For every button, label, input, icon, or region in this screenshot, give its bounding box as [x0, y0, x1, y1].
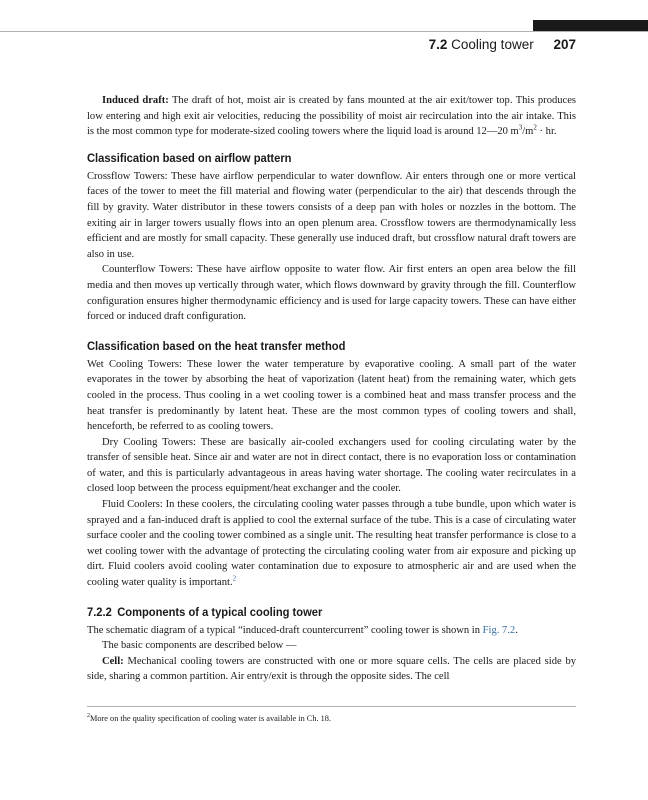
fluid-coolers-text: Fluid Coolers: In these coolers, the circulating cooling water passes through a tube bundle, upon which water is sprayed and a fan-induced draft is applied to cool the external surface of the tube. This is a case of circulating water surface cooler and the cooling tower combined as a single unit. The resulting heat transfer performance is close to a wet cooling tower with the advantage of protecting the circulating cooling water from air exposure and picking up dirt. Fluid coolers avoid cooling water contamination due to exposure to atmospheric air and are used when the cooling water quality is important.	[87, 499, 576, 589]
paragraph-fluid-coolers	[87, 497, 576, 591]
cell-label: Cell:	[102, 655, 124, 667]
page-body	[87, 93, 576, 685]
intro-end: .	[515, 624, 518, 636]
paragraph-cell	[87, 654, 576, 685]
footnote-reference-link[interactable]: 2	[232, 574, 237, 583]
header-rule	[0, 31, 648, 32]
superscript: 3	[518, 123, 523, 132]
paragraph-crossflow: Crossflow Towers: These have airflow perpendicular to water downflow. Air enters through one or more vertical faces of the tower to meet the fill material and flowing water (perpendicular to the air) that descends through the fill by gravity. Water distributor in these towers consists of a deep pan with holes or nozzles in the bottom. The exiting air in larger towers usually flows into an open plenum area. Crossflow towers are thermodynamically less efficient and are mostly for small capacity. These generally use induced draft, but crossflow natural draft towers are also in use.	[87, 170, 576, 260]
paragraph-basic-components: The basic components are described below —	[102, 640, 297, 652]
unit-text-end: · hr.	[536, 126, 557, 138]
running-head	[429, 37, 576, 52]
heading-heat-transfer: Classification based on the heat transfer method	[87, 338, 346, 353]
superscript: 2	[533, 123, 537, 132]
page-number: 207	[553, 37, 576, 52]
footnote-text: More on the quality specification of cooling water is available in Ch. 18.	[90, 714, 332, 723]
heading-airflow-pattern: Classification based on airflow pattern	[87, 150, 292, 165]
section-title: Cooling tower	[451, 37, 534, 52]
paragraph-dry-towers: Dry Cooling Towers: These are basically air-cooled exchangers used for cooling circulating water by the transfer of sensible heat. Since air and water are not in direct contact, there is no evaporation loss or contamination of water, and this is particularly advantageous in areas having water shortage. The cooling water recirculates in a closed loop between the process equipment/heat exchanger and the cooler.	[87, 436, 576, 495]
cell-text: Mechanical cooling towers are constructed with one or more square cells. The cells are placed side by side, sharing a common partition. Air entry/exit is through the opposite sides. The cell	[87, 655, 576, 683]
induced-draft-text: The draft of hot, moist air is created by fans mounted at the air exit/tower top. This produces low entering and high exit air velocities, reducing the possibility of moist air recirculation into the air intake. This is the most common type for moderate-sized cooling towers where the liquid load is around 12—20 m	[87, 95, 576, 138]
subsection-number: 7.2.2	[87, 604, 112, 619]
intro-text: The schematic diagram of a typical “induced-draft countercurrent” cooling tower is shown in	[87, 624, 483, 636]
paragraph-schematic-intro	[87, 623, 576, 639]
footnote-rule	[87, 706, 576, 707]
section-number: 7.2	[428, 37, 448, 52]
footnote-mark: 2	[87, 713, 90, 720]
footnote	[87, 713, 576, 724]
induced-draft-label: Induced draft:	[102, 95, 169, 106]
figure-link[interactable]: Fig. 7.2	[482, 624, 516, 636]
paragraph-counterflow: Counterflow Towers: These have airflow opposite to water flow. Air first enters an open area below the fill media and then moves up vertically through water, which flows downward by gravity through the fill. Counterflow configuration ensures higher thermodynamic efficiency and is used for large capacity towers. These can have either forced or induced draft configuration.	[87, 264, 576, 323]
subsection-title: Components of a typical cooling tower	[117, 604, 323, 619]
paragraph-wet-towers: Wet Cooling Towers: These lower the water temperature by evaporative cooling. A small part of the water evaporates in the tower by absorbing the heat of vaporization (latent heat) from the remaining water, which gets cooled in the process. Thus cooling in a wet cooling tower is a combined heat and mass transfer process and the heat transfer is predominantly by latent heat. These are the most common types of cooling towers and shall, henceforth, be referred to as cooling towers.	[87, 358, 576, 433]
unit-text: /m	[522, 126, 534, 138]
heading-components	[87, 604, 527, 620]
paragraph-induced-draft	[87, 93, 576, 140]
